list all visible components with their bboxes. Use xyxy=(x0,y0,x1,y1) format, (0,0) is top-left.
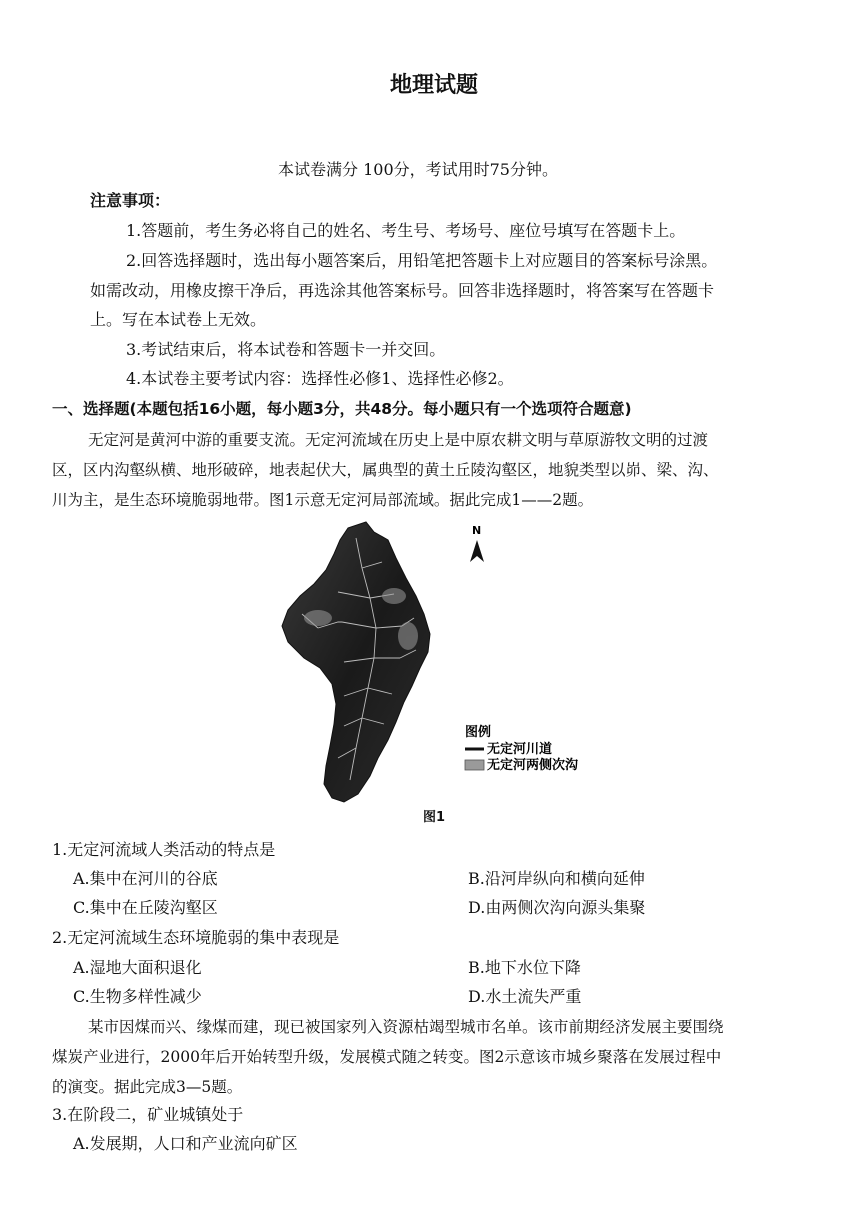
question-2-option-b: B.地下水位下降 xyxy=(468,958,581,977)
legend-item-gully: 无定河两侧次沟 xyxy=(487,758,579,773)
legend-title: 图例 xyxy=(465,725,492,740)
legend-item-river: 无定河川道 xyxy=(487,742,553,757)
question-3-option-a: A.发展期，人口和产业流向矿区 xyxy=(73,1134,298,1153)
question-2-option-c: C.生物多样性减少 xyxy=(73,987,202,1006)
passage2-line1: 某市因煤而兴、缘煤而建，现已被国家列入资源枯竭型城市名单。该市前期经济发展主要围绕 xyxy=(88,1018,724,1036)
notice-2-cont2: 上。写在本试卷上无效。 xyxy=(90,310,267,329)
north-label: N xyxy=(472,524,482,537)
question-3-stem: 3.在阶段二，矿业城镇处于 xyxy=(52,1105,244,1124)
question-2-stem: 2.无定河流域生态环境脆弱的集中表现是 xyxy=(52,928,340,947)
legend-gully-swatch xyxy=(465,760,484,770)
question-1-option-c: C.集中在丘陵沟壑区 xyxy=(73,898,218,917)
notice-4: 4.本试卷主要考试内容：选择性必修1、选择性必修2。 xyxy=(126,369,514,388)
notice-3: 3.考试结束后，将本试卷和答题卡一并交回。 xyxy=(126,340,446,359)
watershed-map-graphic xyxy=(278,518,608,808)
watershed-map xyxy=(278,518,608,808)
page-title: 地理试题 xyxy=(389,73,478,98)
figure-caption: 图1 xyxy=(422,810,446,825)
question-1-stem: 1.无定河流域人类活动的特点是 xyxy=(52,840,276,859)
question-1-option-d: D.由两侧次沟向源头集聚 xyxy=(468,898,646,917)
passage2-line2: 煤炭产业进行，2000年后开始转型升级，发展模式随之转变。图2示意该市城乡聚落在发展过程中 xyxy=(52,1048,722,1066)
passage2-line3: 的演变。据此完成3—5题。 xyxy=(52,1078,243,1096)
passage1-line2: 区，区内沟壑纵横、地形破碎，地表起伏大，属典型的黄土丘陵沟壑区，地貌类型以峁、梁、沟、 xyxy=(52,461,719,479)
north-arrow-icon xyxy=(470,540,484,562)
exam-info: 本试卷满分 100分，考试用时75分钟。 xyxy=(278,160,558,179)
question-1-option-b: B.沿河岸纵向和横向延伸 xyxy=(468,869,645,888)
question-2-option-d: D.水土流失严重 xyxy=(468,987,582,1006)
notice-1: 1.答题前，考生务必将自己的姓名、考生号、考场号、座位号填写在答题卡上。 xyxy=(126,221,686,240)
section-heading: 一、选择题(本题包括16小题，每小题3分，共48分。每小题只有一个选项符合题意) xyxy=(52,400,632,418)
question-2-option-a: A.湿地大面积退化 xyxy=(73,958,202,977)
passage1-line3: 川为主，是生态环境脆弱地带。图1示意无定河局部流域。据此完成1——2题。 xyxy=(52,491,594,509)
notice-heading: 注意事项： xyxy=(90,191,171,210)
notice-2-cont: 如需改动，用橡皮擦干净后，再选涂其他答案标号。回答非选择题时，将答案写在答题卡 xyxy=(90,281,715,300)
passage1-line1: 无定河是黄河中游的重要支流。无定河流域在历史上是中原农耕文明与草原游牧文明的过渡 xyxy=(88,431,709,449)
question-1-option-a: A.集中在河川的谷底 xyxy=(73,869,218,888)
notice-2: 2.回答选择题时，选出每小题答案后，用铅笔把答题卡上对应题目的答案标号涂黑。 xyxy=(126,251,718,270)
